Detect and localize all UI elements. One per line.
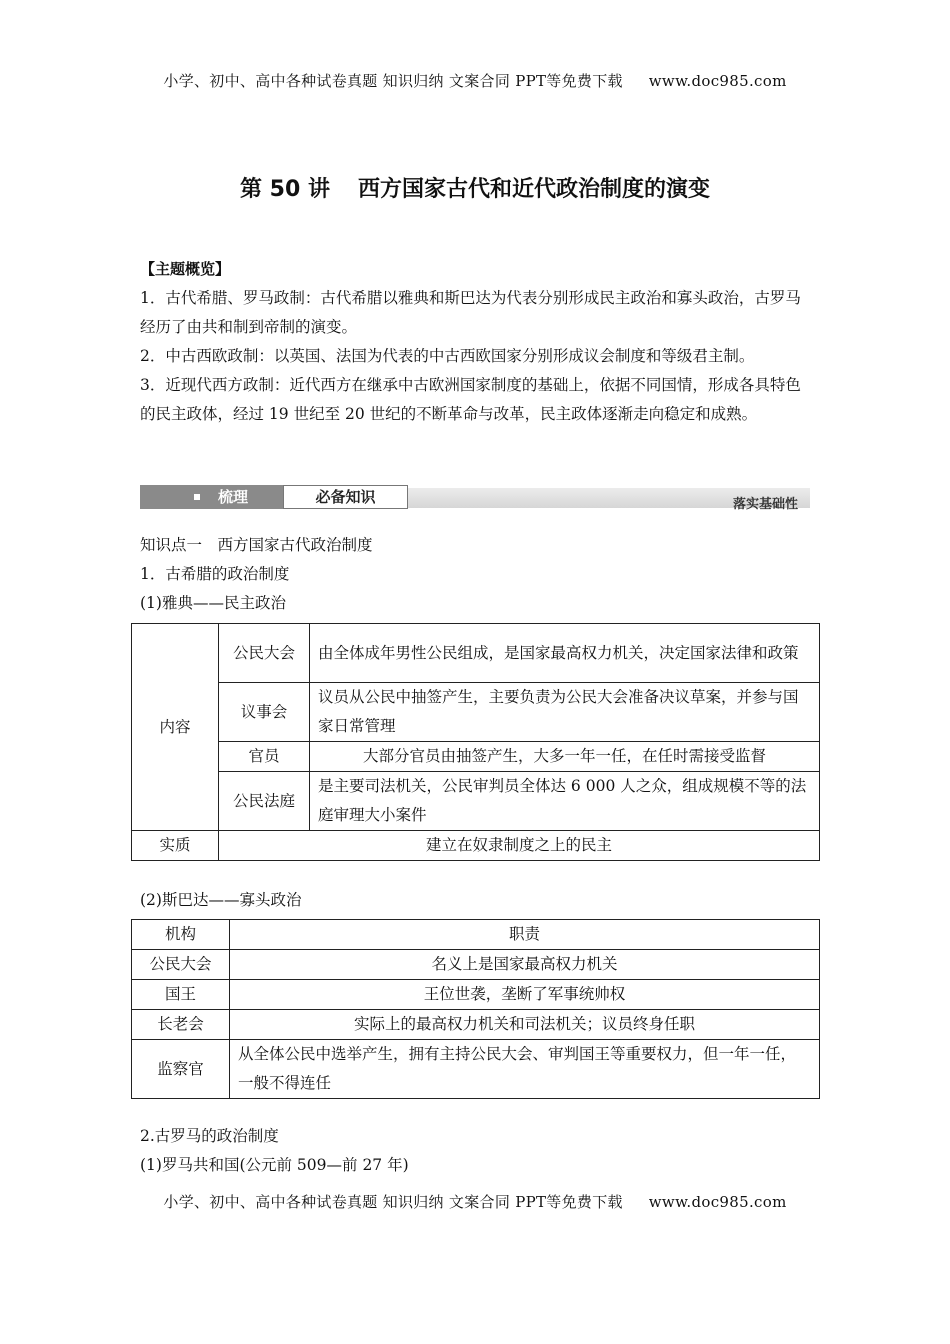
overview-section: [140, 255, 812, 429]
sparta-heading: (2)斯巴达——寡头政治: [140, 891, 302, 909]
section-banner: [140, 482, 810, 512]
essence-label-cell: 实质: [132, 831, 219, 861]
page-footer: [0, 1191, 950, 1212]
essence-cell: 建立在奴隶制度之上的民主: [219, 831, 820, 861]
description-cell: 大部分官员由抽签产生，大多一年一任，在任时需接受监督: [310, 742, 820, 772]
table-row: [132, 1010, 820, 1040]
institution-cell: 官员: [219, 742, 310, 772]
rome-republic-heading: (1)罗马共和国(公元前 509—前 27 年): [140, 1156, 409, 1174]
banner-left: [140, 485, 283, 509]
section1-headings: [140, 531, 812, 618]
table-header-row: [132, 920, 820, 950]
institution-cell: 公民大会: [132, 950, 230, 980]
knowledge-point-title: 知识点一 西方国家古代政治制度: [140, 536, 373, 554]
group-label-cell: 内容: [132, 624, 219, 831]
lecture-number: 第 50 讲: [240, 177, 330, 202]
footer-text: 小学、初中、高中各种试卷真题 知识归纳 文案合同 PPT等免费下载: [163, 1193, 623, 1211]
description-cell: 议员从公民中抽签产生，主要负责为公民大会准备决议草案，并参与国家日常管理: [310, 683, 820, 742]
lecture-title: 西方国家古代和近代政治制度的演变: [357, 177, 710, 202]
banner-left-label: 梳理: [218, 488, 249, 506]
description-cell: 实际上的最高权力机关和司法机关；议员终身任职: [230, 1010, 820, 1040]
footer-url[interactable]: www.doc985.com: [648, 1193, 787, 1211]
column-header-duty: 职责: [230, 920, 820, 950]
institution-cell: 公民法庭: [219, 772, 310, 831]
athens-heading: (1)雅典——民主政治: [140, 594, 286, 612]
subsection-rome: 2.古罗马的政治制度: [140, 1127, 279, 1145]
table-row: [132, 1040, 820, 1099]
sparta-table: [131, 919, 820, 1099]
institution-cell: 长老会: [132, 1010, 230, 1040]
description-cell: 王位世袭，垄断了军事统帅权: [230, 980, 820, 1010]
banner-middle-label: 必备知识: [283, 485, 408, 509]
description-cell: 是主要司法机关，公民审判员全体达 6 000 人之众，组成规模不等的法庭审理大小案件: [310, 772, 820, 831]
table-row: [132, 950, 820, 980]
page-header: [0, 70, 950, 91]
table-row: [132, 742, 820, 772]
section2-headings: [140, 1122, 812, 1180]
table-row: [132, 980, 820, 1010]
column-header-institution: 机构: [132, 920, 230, 950]
banner-right-label: 落实基础性: [732, 497, 798, 512]
description-cell: 名义上是国家最高权力机关: [230, 950, 820, 980]
description-cell: 从全体公民中选举产生，拥有主持公民大会、审判国王等重要权力，但一年一任，一般不得连任: [230, 1040, 820, 1099]
overview-item-3: 3．近现代西方政制：近代西方在继承中古欧洲国家制度的基础上，依据不同国情，形成各具特色的民主政体，经过 19 世纪至 20 世纪的不断革命与改革，民主政体逐渐走向稳定和成熟。: [140, 376, 801, 423]
institution-cell: 监察官: [132, 1040, 230, 1099]
overview-item-1: 1．古代希腊、罗马政制：古代希腊以雅典和斯巴达为代表分别形成民主政治和寡头政治，古罗马经历了由共和制到帝制的演变。: [140, 289, 801, 336]
header-text: 小学、初中、高中各种试卷真题 知识归纳 文案合同 PPT等免费下载: [163, 72, 623, 90]
square-bullet-icon: [194, 494, 200, 500]
header-url[interactable]: www.doc985.com: [648, 72, 787, 90]
description-cell: 由全体成年男性公民组成，是国家最高权力机关，决定国家法律和政策: [310, 624, 820, 683]
overview-item-2: 2．中古西欧政制：以英国、法国为代表的中古西欧国家分别形成议会制度和等级君主制。: [140, 347, 755, 365]
overview-heading: 【主题概览】: [140, 260, 231, 278]
athens-table: [131, 623, 820, 861]
institution-cell: 公民大会: [219, 624, 310, 683]
subsection-greece: 1．古希腊的政治制度: [140, 565, 290, 583]
table-row: [132, 624, 820, 683]
table-row: [132, 772, 820, 831]
table-row: [132, 831, 820, 861]
institution-cell: 国王: [132, 980, 230, 1010]
page-title: [0, 172, 950, 203]
institution-cell: 议事会: [219, 683, 310, 742]
table-row: [132, 683, 820, 742]
